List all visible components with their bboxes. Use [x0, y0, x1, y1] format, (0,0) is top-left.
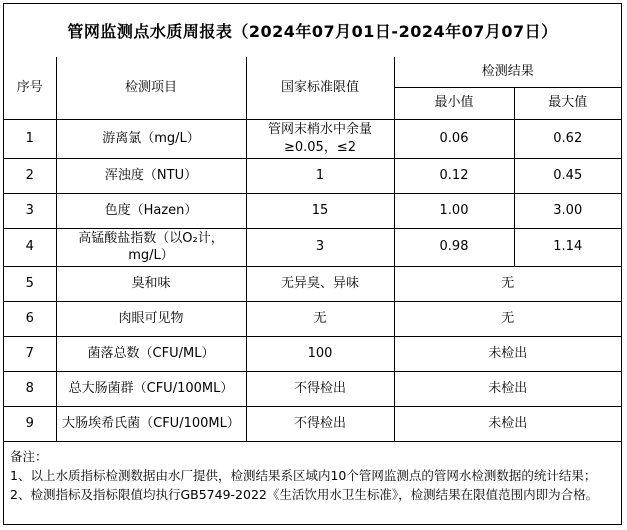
- table-row: [4, 158, 621, 193]
- row-max: 3.00: [514, 193, 621, 228]
- row-no: 3: [4, 193, 56, 228]
- row-limit: 无: [246, 301, 394, 336]
- table-row: [4, 119, 621, 158]
- col-header-no: 序号: [4, 57, 56, 119]
- row-result: 无: [394, 301, 621, 336]
- table-row: [4, 266, 621, 301]
- row-item: 色度（Hazen）: [56, 193, 246, 228]
- row-result: 未检出: [394, 336, 621, 371]
- col-header-result-group: 检测结果: [394, 57, 621, 87]
- row-result: 未检出: [394, 406, 621, 441]
- row-limit: 100: [246, 336, 394, 371]
- row-min: 0.06: [394, 119, 514, 158]
- row-no: 4: [4, 228, 56, 266]
- report-frame: [3, 3, 622, 525]
- row-limit: 管网末梢水中余量≥0.05，≤2: [246, 119, 394, 158]
- row-no: 9: [4, 406, 56, 441]
- table-row: [4, 301, 621, 336]
- row-item: 游离氯（mg/L）: [56, 119, 246, 158]
- note-line-2: 2、检测指标及指标限值均执行GB5749-2022《生活饮用水卫生标准》，检测结果在限值范围内即为合格。: [10, 486, 599, 502]
- row-min: 1.00: [394, 193, 514, 228]
- col-header-max: 最大值: [514, 87, 621, 119]
- table-row: [4, 193, 621, 228]
- row-item: 总大肠菌群（CFU/100ML）: [56, 371, 246, 406]
- row-no: 2: [4, 158, 56, 193]
- row-item: 浑浊度（NTU）: [56, 158, 246, 193]
- row-no: 8: [4, 371, 56, 406]
- row-limit: 不得检出: [246, 406, 394, 441]
- note-line-1: 1、以上水质指标检测数据由水厂提供，检测结果系区域内10个管网监测点的管网水检测数据的统计结果；: [10, 467, 597, 483]
- row-min: 0.12: [394, 158, 514, 193]
- table-row: [4, 228, 621, 266]
- row-max: 0.62: [514, 119, 621, 158]
- row-limit: 1: [246, 158, 394, 193]
- page-title: 管网监测点水质周报表（2024年07月01日-2024年07月07日）: [67, 22, 558, 41]
- table-row: [4, 371, 621, 406]
- col-header-min: 最小值: [394, 87, 514, 119]
- row-limit: 不得检出: [246, 371, 394, 406]
- water-quality-table: [4, 57, 621, 442]
- row-item: 大肠埃希氏菌（CFU/100ML）: [56, 406, 246, 441]
- row-no: 1: [4, 119, 56, 158]
- row-item: 肉眼可见物: [56, 301, 246, 336]
- notes-section: [4, 442, 621, 524]
- notes-label: 备注：: [10, 448, 48, 464]
- row-no: 6: [4, 301, 56, 336]
- row-item: 臭和味: [56, 266, 246, 301]
- row-no: 7: [4, 336, 56, 371]
- row-min: 0.98: [394, 228, 514, 266]
- row-item: 高锰酸盐指数（以O₂计，mg/L）: [56, 228, 246, 266]
- row-max: 1.14: [514, 228, 621, 266]
- table-row: [4, 406, 621, 441]
- col-header-item: 检测项目: [56, 57, 246, 119]
- header-row-top: [4, 57, 621, 87]
- row-limit: 无异臭、异味: [246, 266, 394, 301]
- col-header-limit: 国家标准限值: [246, 57, 394, 119]
- row-item: 菌落总数（CFU/ML）: [56, 336, 246, 371]
- row-limit: 3: [246, 228, 394, 266]
- row-result: 未检出: [394, 371, 621, 406]
- row-limit: 15: [246, 193, 394, 228]
- table-row: [4, 336, 621, 371]
- row-no: 5: [4, 266, 56, 301]
- row-max: 0.45: [514, 158, 621, 193]
- row-result: 无: [394, 266, 621, 301]
